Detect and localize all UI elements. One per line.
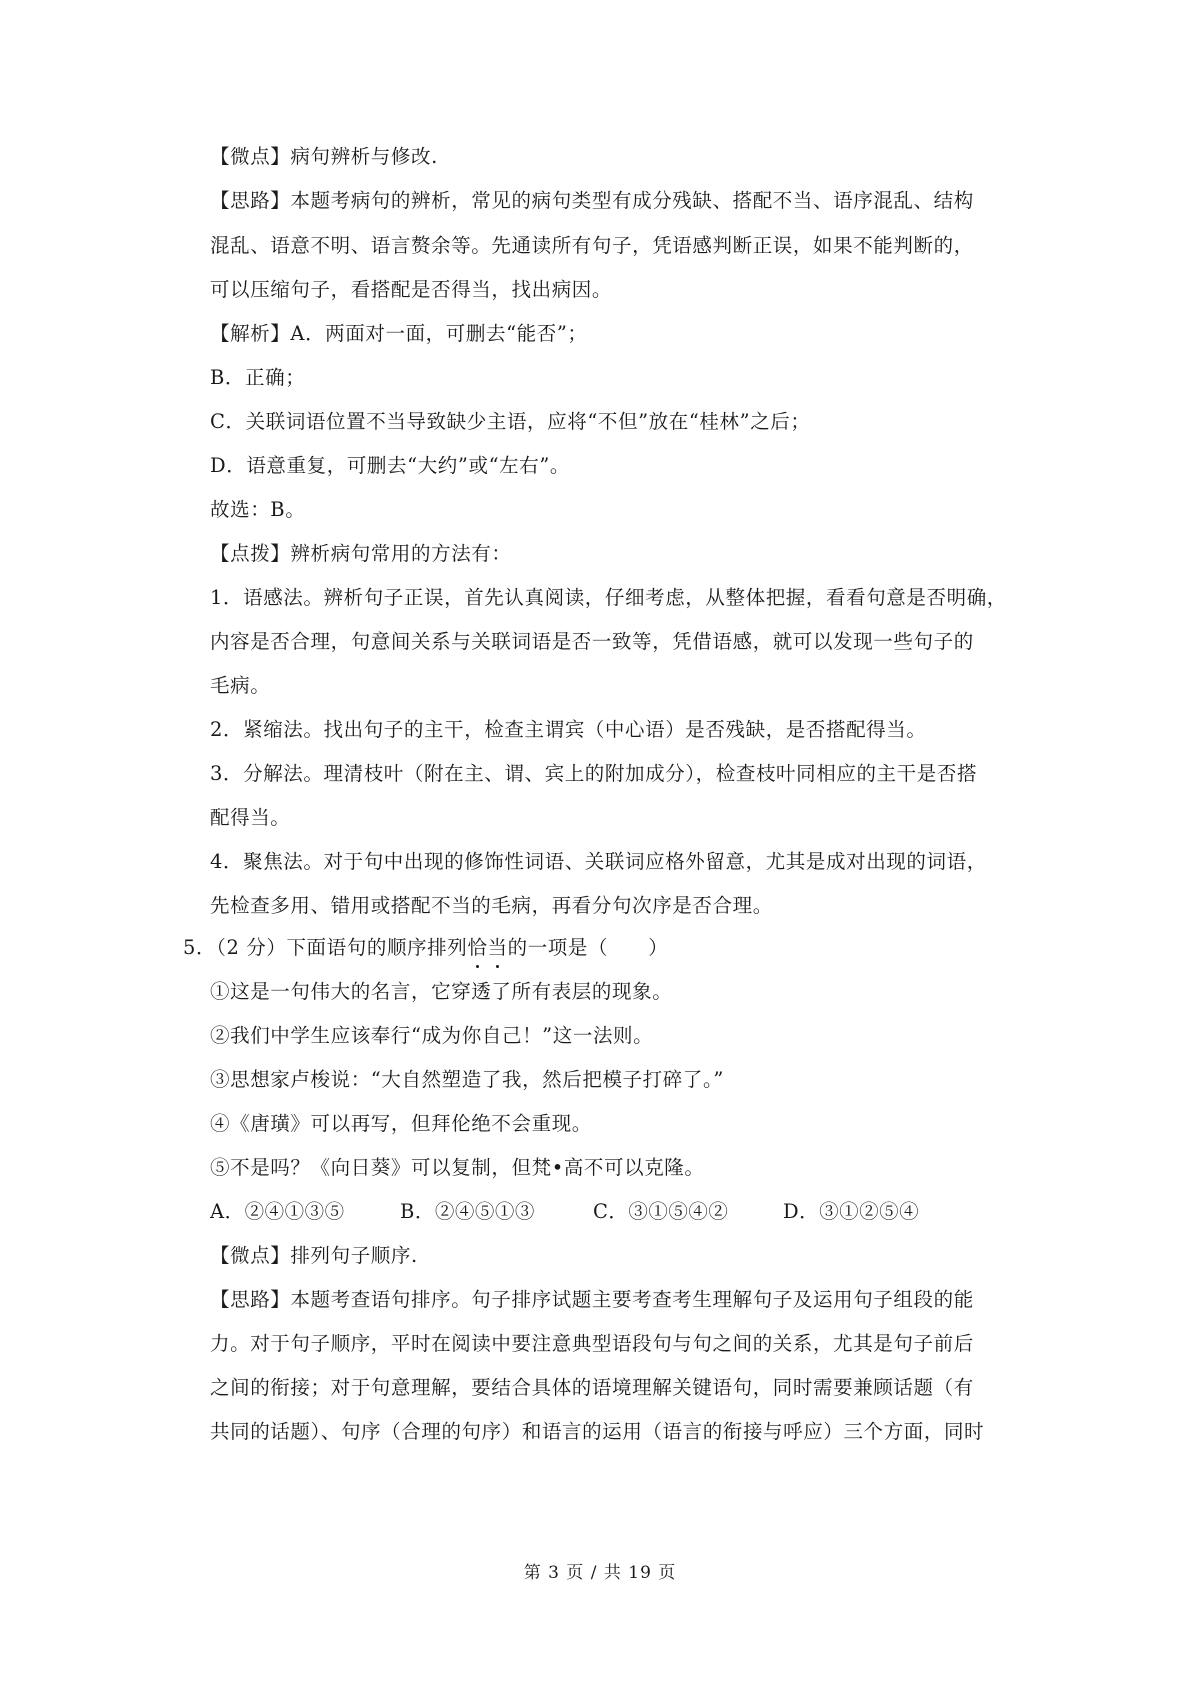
analysis-line: C．关联词语位置不当导致缺少主语，应将“不但”放在“桂林”之后； [210,410,811,433]
option-c: C．③①⑤④② [593,1200,729,1223]
approach-line: 【思路】本题考查语句排序。句子排序试题主要考查考生理解句子及运用句子组段的能 [210,1288,974,1311]
tips-line: 2．紧缩法。找出句子的主干，检查主谓宾（中心语）是否残缺，是否搭配得当。 [210,718,927,741]
tips-line: 配得当。 [210,806,291,829]
micro-point-line: 【微点】病句辨析与修改. [210,145,438,168]
sentence-item: ⑤不是吗？《向日葵》可以复制，但梵•高不可以克隆。 [210,1156,705,1179]
page-footer: 第 3 页 / 共 19 页 [523,1563,677,1583]
approach-line: 可以压缩句子，看搭配是否得当，找出病因。 [210,278,613,301]
tips-line: 先检查多用、错用或搭配不当的毛病，再看分句次序是否合理。 [210,894,773,917]
approach-line: 力。对于句子顺序，平时在阅读中要注意典型语段句与句之间的关系，尤其是句子前后 [210,1332,974,1355]
tips-line: 【点拨】辨析病句常用的方法有： [210,542,512,565]
emphasis-dot-char: 当 [487,934,507,962]
micro-point-line: 【微点】排列句子顺序. [210,1244,418,1267]
option-d: D．③①②⑤④ [783,1200,920,1223]
tips-line: 内容是否合理，句意间关系与关联词语是否一致等，凭借语感，就可以发现一些句子的 [210,630,974,653]
emphasis-dot-char: 恰 [467,934,487,962]
tips-line: 毛病。 [210,674,271,697]
tips-line: 4．聚焦法。对于句中出现的修饰性词语、关联词应格外留意，尤其是成对出现的词语， [210,850,987,873]
question-5-stem [183,934,668,962]
sentence-item: ③思想家卢梭说：“大自然塑造了我，然后把模子打碎了。” [210,1068,724,1091]
approach-line: 之间的衔接；对于句意理解，要结合具体的语境理解关键语句，同时需要兼顾话题（有 [210,1376,974,1399]
sentence-item: ①这是一句伟大的名言，它穿透了所有表层的现象。 [210,980,673,1003]
option-b: B．②④⑤①③ [400,1200,535,1223]
question-5-prefix: 5．（2 分）下面语句的顺序排列 [183,936,468,959]
approach-line: 共同的话题）、句序（合理的句序）和语言的运用（语言的衔接与呼应）三个方面，同时 [210,1420,985,1443]
approach-line: 混乱、语意不明、语言赘余等。先通读所有句子，凭语感判断正误，如果不能判断的， [210,234,974,257]
answer-line: 故选：B。 [210,498,306,521]
analysis-line: D．语意重复，可删去“大约”或“左右”。 [210,454,571,477]
option-a: A．②④①③⑤ [210,1200,345,1223]
analysis-line: B．正确； [210,366,306,389]
sentence-item: ②我们中学生应该奉行“成为你自己！”这一法则。 [210,1024,654,1047]
analysis-line: 【解析】A．两面对一面，可删去“能否”； [210,322,588,345]
tips-line: 3．分解法。理清枝叶（附在主、谓、宾上的附加成分），检查枝叶同相应的主干是否搭 [210,762,978,785]
tips-line: 1．语感法。辨析句子正误，首先认真阅读，仔细考虑，从整体把握，看看句意是否明确， [210,586,1007,609]
approach-line: 【思路】本题考病句的辨析，常见的病句类型有成分残缺、搭配不当、语序混乱、结构 [210,189,974,212]
sentence-item: ④《唐璜》可以再写，但拜伦绝不会重现。 [210,1112,592,1135]
question-5-suffix: 的一项是（ ） [507,936,669,959]
